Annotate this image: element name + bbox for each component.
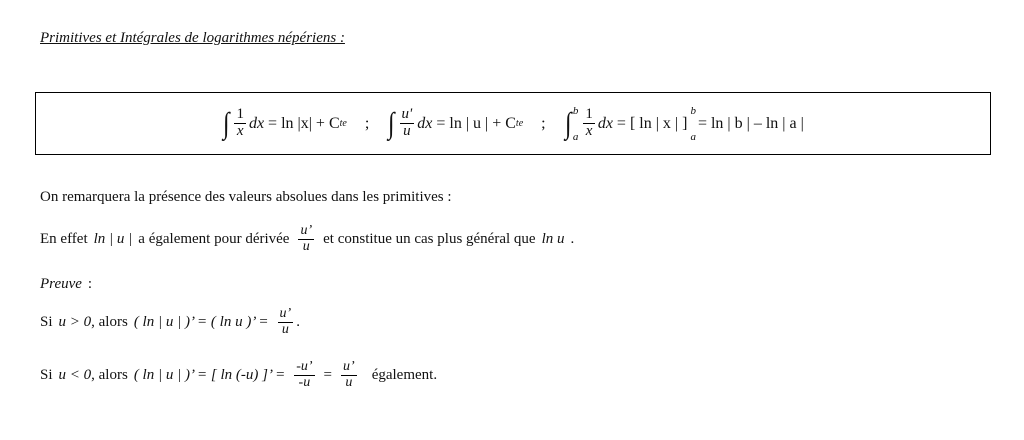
- fraction-numerator: u': [401, 106, 413, 123]
- condition: u < 0: [58, 366, 92, 383]
- formula-1-result: = ln |x| + C: [268, 114, 340, 132]
- expression: ( ln | u | )’ = [ ln (-u) ]’ =: [133, 366, 286, 383]
- fraction-1-over-x: [583, 107, 595, 140]
- upper-limit: b: [572, 104, 579, 117]
- remark-text: On remarquera la présence des valeurs absolues dans les primitives :: [40, 189, 452, 205]
- integral-limits: [573, 105, 579, 143]
- dx: dx: [597, 114, 613, 132]
- fraction-uprime-over-u: [278, 307, 294, 337]
- colon: :: [87, 276, 93, 292]
- fraction-numerator: u’: [279, 306, 292, 321]
- fraction-uprime-over-u: [341, 360, 357, 390]
- fraction-uprime-over-u: [400, 107, 415, 140]
- fraction-numerator: -u’: [296, 359, 313, 374]
- fraction-denominator: x: [236, 123, 244, 139]
- fraction-numerator: u’: [300, 223, 313, 238]
- fraction-denominator: -u: [298, 374, 311, 390]
- constant-superscript: te: [515, 118, 524, 129]
- effect-text: et constitue un cas plus général que: [323, 230, 536, 247]
- integral-sign: ∫: [564, 106, 571, 140]
- fraction-1-over-x: [234, 107, 246, 140]
- case-text: , alors: [91, 313, 128, 330]
- case-text: également.: [371, 366, 438, 383]
- separator: ;: [541, 114, 546, 132]
- preuve-label: Preuve: [40, 276, 82, 292]
- formula-box: [35, 92, 991, 155]
- fraction-uprime-over-u: [298, 224, 314, 254]
- definite-integral: [564, 105, 581, 143]
- page-title: Primitives et Intégrales de logarithmes népériens :: [40, 30, 345, 46]
- integral-sign: ∫: [388, 106, 395, 140]
- equals-sign: =: [323, 366, 333, 383]
- fraction-denominator: u: [302, 238, 310, 254]
- lower-limit: a: [572, 130, 579, 143]
- preuve-line: [40, 276, 92, 293]
- case-text: Si: [40, 366, 53, 383]
- expression: ln | u |: [93, 230, 133, 247]
- upper-limit: b: [690, 104, 696, 117]
- remark-line: [40, 189, 452, 206]
- bracket-limits: [690, 105, 696, 143]
- fraction-numerator: u’: [343, 359, 355, 374]
- fraction-denominator: u: [281, 321, 289, 337]
- formula-2-result: = ln | u | + C: [436, 114, 516, 132]
- period: .: [296, 313, 300, 330]
- period: .: [570, 230, 575, 247]
- fraction-denominator: u: [345, 374, 353, 390]
- expression: ln u: [541, 230, 565, 247]
- fraction-denominator: u: [403, 123, 411, 139]
- fraction-numerator: 1: [236, 106, 244, 123]
- dx: dx: [248, 114, 265, 132]
- bracket-expression: = [ ln | x | ]: [616, 114, 688, 132]
- fraction-denominator: x: [585, 123, 593, 139]
- formula-3-result: = ln | b | – ln | a |: [697, 114, 804, 132]
- case-negative-line: [40, 360, 437, 390]
- separator: ;: [364, 114, 370, 132]
- constant-superscript: te: [339, 118, 347, 129]
- case-text: , alors: [91, 366, 128, 383]
- effect-line: [40, 224, 574, 254]
- fraction-numerator: 1: [585, 106, 593, 123]
- case-positive-line: [40, 307, 300, 337]
- fraction-neg-uprime-over-neg-u: [294, 360, 314, 390]
- condition: u > 0: [58, 313, 92, 330]
- formula-row: [36, 93, 990, 154]
- dx: dx: [417, 114, 433, 132]
- integral-sign: ∫: [223, 106, 230, 140]
- effect-text: a également pour dérivée: [138, 230, 290, 247]
- lower-limit: a: [690, 130, 696, 143]
- expression: ( ln | u | )’ = ( ln u )’ =: [133, 313, 269, 330]
- effect-text: En effet: [40, 230, 88, 247]
- case-text: Si: [40, 313, 53, 330]
